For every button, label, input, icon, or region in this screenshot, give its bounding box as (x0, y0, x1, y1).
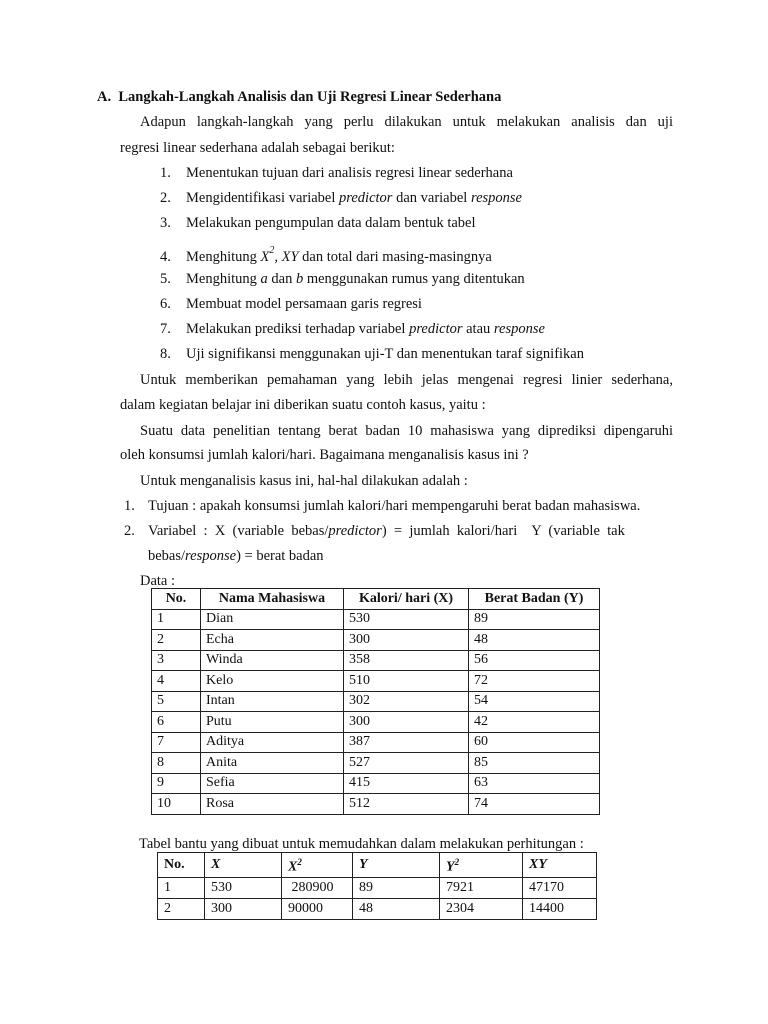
analysis-text: Variabel : X (variable bebas/ (148, 523, 329, 539)
cell-xy: 47170 (523, 877, 597, 898)
step-item-2 (160, 189, 522, 207)
section-label: A. (97, 89, 112, 105)
cell-no: 1 (152, 609, 201, 630)
formula-exponent: 2 (269, 245, 275, 256)
data-label: Data : (140, 573, 176, 589)
step-item-4 (160, 244, 492, 266)
step-item-5 (160, 270, 525, 288)
step-number: 4. (160, 248, 171, 265)
step-text-italic: response (493, 321, 545, 337)
analysis-text: bebas/ (148, 548, 186, 564)
cell-calories: 512 (344, 794, 469, 815)
step-text-italic: response (470, 190, 522, 206)
para3-line-2: oleh konsumsi jumlah kalori/hari. Bagaimana menganalisis kasus ini ? (120, 447, 529, 463)
cell-no: 6 (152, 712, 201, 733)
analysis-number: 2. (124, 523, 135, 539)
cell-no: 5 (152, 691, 201, 712)
step-item-1 (160, 164, 513, 182)
table-row (152, 773, 600, 794)
cell-x-squared: 90000 (282, 898, 353, 919)
col-header-y-squared (440, 853, 523, 878)
step-number: 3. (160, 215, 171, 231)
analysis-item-2-line-2 (148, 547, 324, 565)
table-row (152, 691, 600, 712)
header-y: Y (446, 859, 455, 875)
cell-weight: 48 (469, 630, 600, 651)
analysis-text-italic: response (185, 548, 237, 564)
cell-calories: 510 (344, 671, 469, 692)
para4: Untuk menganalisis kasus ini, hal-hal dilakukan adalah : (140, 473, 468, 489)
cell-weight: 54 (469, 691, 600, 712)
cell-name: Echa (201, 630, 344, 651)
analysis-text-italic: predictor (328, 523, 382, 539)
cell-calories: 387 (344, 732, 469, 753)
step-item-8 (160, 345, 584, 363)
step-text-italic: predictor (409, 321, 463, 337)
intro-line-1: Adapun langkah-langkah yang perlu dilakukan untuk melakukan analisis dan uji (140, 114, 673, 130)
cell-calories: 358 (344, 650, 469, 671)
cell-weight: 72 (469, 671, 600, 692)
cell-no: 2 (158, 898, 205, 919)
cell-no: 7 (152, 732, 201, 753)
step-text: dan (267, 271, 296, 287)
col-header-name: Nama Mahasiswa (201, 589, 344, 610)
cell-y-squared: 2304 (440, 898, 523, 919)
analysis-text: ) = berat badan (236, 548, 324, 564)
step-text-italic: predictor (339, 190, 393, 206)
cell-weight: 74 (469, 794, 600, 815)
step-text: dan variabel (392, 190, 471, 206)
step-item-3 (160, 214, 476, 232)
cell-x: 530 (205, 877, 282, 898)
cell-calories: 300 (344, 630, 469, 651)
cell-no: 9 (152, 773, 201, 794)
cell-no: 10 (152, 794, 201, 815)
header-x: X (288, 859, 298, 875)
table-header-row (158, 853, 597, 878)
section-title: Langkah-Langkah Analisis dan Uji Regresi Linear Sederhana (118, 89, 502, 105)
step-text: Mengidentifikasi variabel (186, 190, 340, 206)
table-row (158, 877, 597, 898)
step-number: 7. (160, 321, 171, 337)
table-row (152, 753, 600, 774)
cell-no: 2 (152, 630, 201, 651)
step-number: 1. (160, 165, 171, 181)
col-header-y: Y (353, 853, 440, 878)
formula-x: X (260, 248, 270, 265)
cell-name: Dian (201, 609, 344, 630)
cell-no: 4 (152, 671, 201, 692)
analysis-item-2-line-1 (124, 522, 674, 540)
cell-weight: 63 (469, 773, 600, 794)
cell-name: Kelo (201, 671, 344, 692)
step-text: Melakukan prediksi terhadap variabel (186, 321, 410, 337)
step-text: Menghitung (186, 248, 261, 265)
analysis-text: Tujuan : apakah konsumsi jumlah kalori/hari mempengaruhi berat badan mahasiswa. (148, 498, 641, 514)
step-text: dan total dari masing-masingnya (298, 248, 492, 265)
table-row (152, 609, 600, 630)
cell-name: Aditya (201, 732, 344, 753)
table-row (158, 898, 597, 919)
cell-calories: 415 (344, 773, 469, 794)
cell-name: Intan (201, 691, 344, 712)
col-header-no: No. (152, 589, 201, 610)
variable-b: b (295, 271, 304, 287)
formula-xy: XY (281, 248, 299, 265)
para3-line-1: Suatu data penelitian tentang berat badan 10 mahasiswa yang diprediksi dipengaruhi (140, 423, 673, 439)
cell-weight: 60 (469, 732, 600, 753)
step-number: 5. (160, 271, 171, 287)
col-header-xy: XY (523, 853, 597, 878)
para2-line-1: Untuk memberikan pemahaman yang lebih jelas mengenai regresi linier sederhana, (140, 372, 673, 388)
intro-line-2: regresi linear sederhana adalah sebagai berikut: (120, 140, 395, 156)
analysis-number: 1. (124, 498, 135, 514)
table-row (152, 732, 600, 753)
col-header-no: No. (158, 853, 205, 878)
step-text: Menghitung (186, 271, 261, 287)
table-row (152, 671, 600, 692)
cell-y-squared: 7921 (440, 877, 523, 898)
table-row (152, 794, 600, 815)
cell-no: 8 (152, 753, 201, 774)
cell-x: 300 (205, 898, 282, 919)
header-exponent: 2 (297, 857, 302, 867)
col-header-x-squared (282, 853, 353, 878)
step-number: 2. (160, 190, 171, 206)
cell-name: Putu (201, 712, 344, 733)
step-number: 8. (160, 346, 171, 362)
para2-line-2: dalam kegiatan belajar ini diberikan suatu contoh kasus, yaitu : (120, 397, 486, 413)
step-text: atau (462, 321, 494, 337)
table-row (152, 712, 600, 733)
step-item-7 (160, 320, 545, 338)
cell-name: Rosa (201, 794, 344, 815)
step-number: 6. (160, 296, 171, 312)
cell-calories: 527 (344, 753, 469, 774)
col-header-calories: Kalori/ hari (X) (344, 589, 469, 610)
helper-table-label: Tabel bantu yang dibuat untuk memudahkan dalam melakukan perhitungan : (139, 836, 584, 852)
data-table (151, 588, 600, 815)
cell-name: Sefia (201, 773, 344, 794)
cell-weight: 42 (469, 712, 600, 733)
cell-weight: 56 (469, 650, 600, 671)
analysis-text: ) = jumlah kalori/hari Y (variable tak (381, 523, 625, 539)
cell-weight: 89 (469, 609, 600, 630)
cell-name: Winda (201, 650, 344, 671)
cell-name: Anita (201, 753, 344, 774)
step-text: Melakukan pengumpulan data dalam bentuk tabel (186, 215, 476, 231)
cell-calories: 302 (344, 691, 469, 712)
cell-y: 48 (353, 898, 440, 919)
analysis-item-1 (124, 497, 640, 515)
x-squared-formula (260, 245, 275, 265)
cell-no: 3 (152, 650, 201, 671)
col-header-weight: Berat Badan (Y) (469, 589, 600, 610)
table-row (152, 650, 600, 671)
cell-calories: 300 (344, 712, 469, 733)
cell-xy: 14400 (523, 898, 597, 919)
table-header-row (152, 589, 600, 610)
cell-x-squared: 280900 (282, 877, 353, 898)
cell-calories: 530 (344, 609, 469, 630)
variable-a: a (260, 271, 268, 287)
table-row (152, 630, 600, 651)
step-text: Uji signifikansi menggunakan uji-T dan menentukan taraf signifikan (186, 346, 584, 362)
step-text: menggunakan rumus yang ditentukan (303, 271, 525, 287)
cell-no: 1 (158, 877, 205, 898)
cell-y: 89 (353, 877, 440, 898)
step-text: Menentukan tujuan dari analisis regresi linear sederhana (186, 165, 513, 181)
step-text: , (274, 248, 282, 265)
step-item-6 (160, 295, 422, 313)
step-text: Membuat model persamaan garis regresi (186, 296, 422, 312)
section-heading (97, 88, 501, 106)
cell-weight: 85 (469, 753, 600, 774)
col-header-x: X (205, 853, 282, 878)
helper-table (157, 852, 597, 920)
header-exponent: 2 (454, 857, 460, 867)
